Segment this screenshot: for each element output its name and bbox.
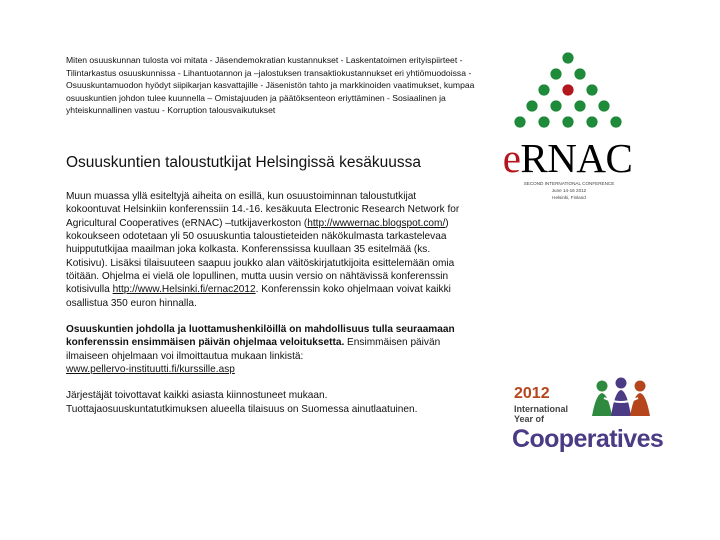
ernac-logo <box>500 50 635 205</box>
logo-dot <box>550 68 561 79</box>
logo-dot <box>514 116 525 127</box>
paragraph2-bold: Osuuskuntien johdolla ja luottamushenkilöillä on mahdollisuus tulla seuraamaan konferenssin ensimmäisen päivän ohjelmaa veloituksetta. <box>66 324 455 349</box>
iyc-2012-logo <box>508 376 678 456</box>
registration-link[interactable]: www.pellervo-instituutti.fi/kurssille.asp <box>66 364 235 376</box>
person-body <box>592 393 612 416</box>
logo-dot <box>598 100 609 111</box>
iyc-year: 2012 <box>514 385 550 402</box>
logo-dot <box>574 68 585 79</box>
logo-dot <box>526 100 537 111</box>
paragraph1-text-a: Muun muassa yllä esiteltyjä aiheita on esillä, kun osuustoiminnan taloustutkijat kokoontuvat Helsinkiin konferenssiin 14.-16. kesäkuuta Electronic Research Network for Agricultural Cooperatives (eRNAC) –tutkijaverkoston ( <box>66 191 460 229</box>
person-head <box>616 378 627 389</box>
logo-dot <box>610 116 621 127</box>
logo-dot <box>550 100 561 111</box>
person-body <box>630 393 650 416</box>
logo-dot <box>538 116 549 127</box>
ernac-blog-link[interactable]: http://wwwernac.blogspot.com/ <box>307 217 446 229</box>
paragraph1-text-c: . Konferenssin koko ohjelmaan voivat kaikki osallistua 350 euron hinnalla. <box>66 284 451 309</box>
person-head <box>597 381 608 392</box>
paragraph2-text: Ensimmäisen päivän ilmaiseen ohjelmaan voi ilmoittautua mukaan linkistä: <box>66 337 441 362</box>
article-body <box>66 190 461 429</box>
ernac-subtitle-3: Helsinki, Finland <box>552 195 586 200</box>
logo-dot <box>586 84 597 95</box>
closing-line-1: Järjestäjät toivottavat kaikki asiasta kiinnostuneet mukaan. <box>66 390 328 402</box>
paragraph1-text-b: ) kokoukseen odotetaan yli 50 osuuskuntia taloustieteiden näkökulmasta tarkastelevaa huippututkijaa maailman joka kolkasta. Konferenssissa kuullaan 35 esitelmää (ks. Kotisivu). Lisäksi tilaisuuteen saapuu joukko alan väitöskirjatutkijoita esittelemään omia töitään. Ohjelma ei vielä ole lopullinen, mutta uusin versio on nähtävissä konferenssin kotisivulla <box>66 217 455 296</box>
iyc-line-2: Year of <box>514 414 545 424</box>
ernac-subtitle-1: SECOND INTERNATIONAL CONFERENCE <box>523 181 615 186</box>
page-heading: Osuuskuntien taloustutkijat Helsingissä kesäkuussa <box>66 154 421 171</box>
iyc-line-1: International <box>514 404 569 414</box>
paragraph-conference <box>66 190 461 310</box>
person-head <box>635 381 646 392</box>
logo-dot <box>562 84 573 95</box>
iyc-people-graphic <box>588 376 658 424</box>
ernac-dots-graphic <box>500 50 635 140</box>
paragraph-free-day <box>66 323 461 376</box>
logo-dot <box>538 84 549 95</box>
logo-dot <box>574 100 585 111</box>
conference-homepage-link[interactable]: http://www.Helsinki.fi/ernac2012 <box>112 284 256 296</box>
logo-dot <box>562 116 573 127</box>
closing-line-2: Tuottajaosuuskuntatutkimuksen alueella tilaisuus on Suomessa ainutlaatuinen. <box>66 403 418 415</box>
paragraph-closing <box>66 389 461 416</box>
ernac-wordmark: eRNAC <box>502 135 633 181</box>
ernac-subtitle-2: June 14-16 2012 <box>551 188 587 193</box>
iyc-wordmark: Cooperatives <box>512 425 664 453</box>
logo-dot <box>562 52 573 63</box>
logo-dot <box>586 116 597 127</box>
intro-topics: Miten osuuskunnan tulosta voi mitata - Jäsendemokratian kustannukset - Laskentatoimen erityispiirteet - Tilintarkastus osuuskunnissa - Lihantuotannon ja –jalostuksen transaktiokustannukset eri yhtiömuodoissa - Osuuskuntamuodon hyödyt siipikarjan kasvattajille - Jäsenistön tahto ja markkinoiden vaatimukset, kumpaa osuuskuntien johdon tulee kuunnella – Omistajuuden ja päätöksenteon eriyttäminen - Sosiaalinen ja yhteiskunnallinen vastuu - Korruption talousvaikutukset <box>66 55 475 116</box>
